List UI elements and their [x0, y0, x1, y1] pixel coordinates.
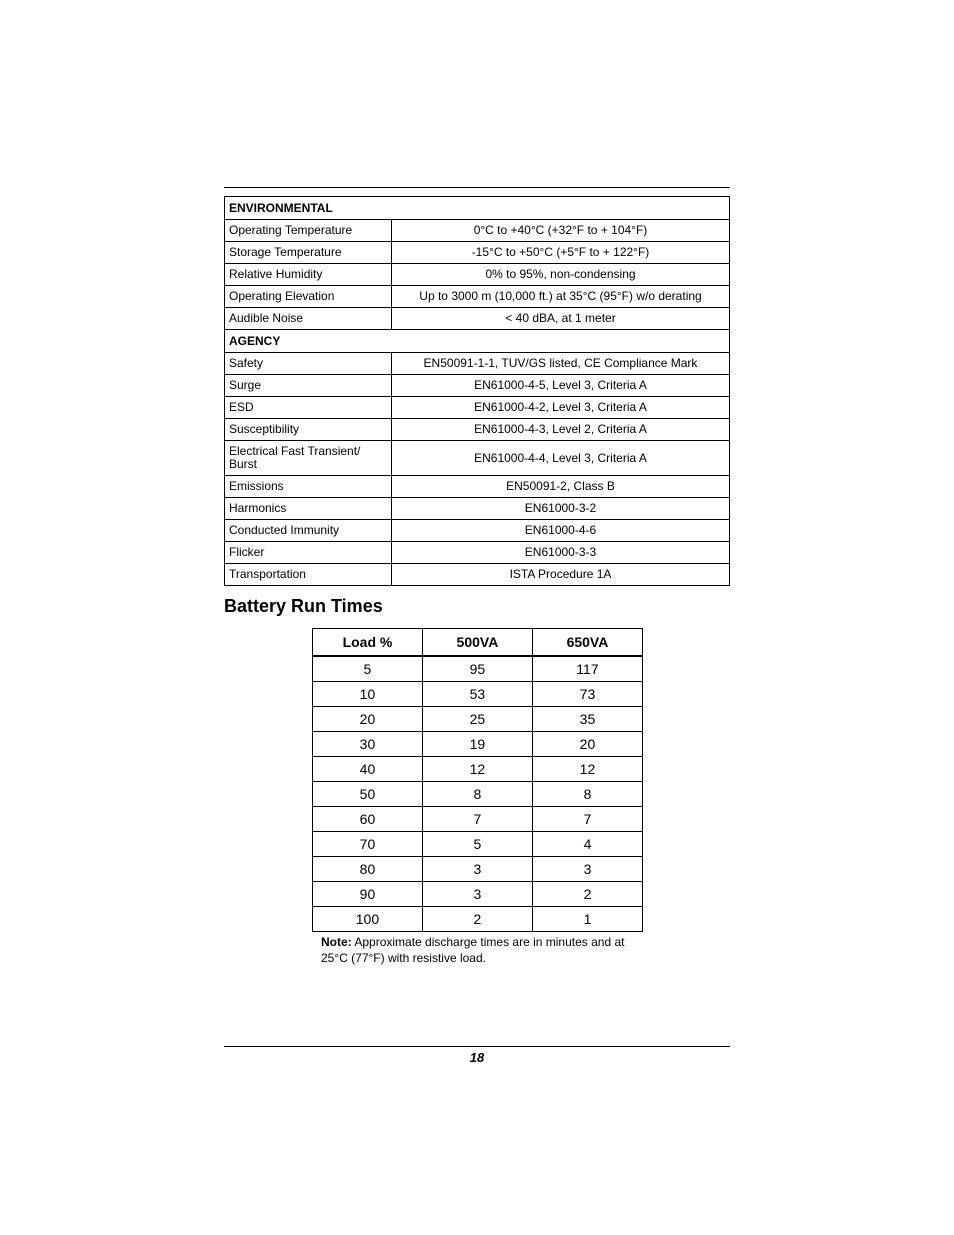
load-cell: 20	[313, 707, 423, 732]
spec-value: EN61000-3-2	[392, 498, 730, 520]
column-header-650va: 650VA	[532, 629, 642, 657]
spec-value: -15°C to +50°C (+5°F to + 122°F)	[392, 242, 730, 264]
spec-label: Emissions	[225, 476, 392, 498]
spec-label: Transportation	[225, 564, 392, 586]
agency-heading: AGENCY	[225, 330, 730, 353]
note-label: Note:	[321, 935, 352, 949]
table-row	[313, 656, 643, 682]
table-row	[313, 807, 643, 832]
page-number: 18	[469, 1050, 485, 1065]
spec-value: 0°C to +40°C (+32°F to + 104°F)	[392, 220, 730, 242]
table-row	[313, 732, 643, 757]
battery-run-times-title: Battery Run Times	[224, 596, 383, 616]
table-row	[313, 782, 643, 807]
spec-label: Flicker	[225, 542, 392, 564]
table-row	[313, 882, 643, 907]
bottom-rule	[224, 1046, 730, 1047]
spec-value: EN61000-4-5, Level 3, Criteria A	[392, 375, 730, 397]
spec-label: Operating Elevation	[225, 286, 392, 308]
load-cell: 5	[313, 656, 423, 682]
650va-cell: 4	[532, 832, 642, 857]
load-cell: 100	[313, 907, 423, 932]
load-cell: 80	[313, 857, 423, 882]
load-cell: 30	[313, 732, 423, 757]
spec-label: Operating Temperature	[225, 220, 392, 242]
500va-cell: 53	[422, 682, 532, 707]
500va-cell: 3	[422, 857, 532, 882]
spec-label: Conducted Immunity	[225, 520, 392, 542]
500va-cell: 5	[422, 832, 532, 857]
650va-cell: 1	[532, 907, 642, 932]
spec-row	[225, 564, 730, 586]
spec-row	[225, 220, 730, 242]
spec-row	[225, 308, 730, 330]
spec-value: EN61000-4-2, Level 3, Criteria A	[392, 397, 730, 419]
load-cell: 90	[313, 882, 423, 907]
environmental-heading: ENVIRONMENTAL	[225, 197, 730, 220]
table-row	[313, 707, 643, 732]
650va-cell: 12	[532, 757, 642, 782]
discharge-note	[321, 934, 641, 966]
spec-row	[225, 264, 730, 286]
spec-value: EN50091-1-1, TUV/GS listed, CE Compliance Mark	[392, 353, 730, 375]
spec-label: Storage Temperature	[225, 242, 392, 264]
spec-row	[225, 397, 730, 419]
spec-value: EN61000-4-3, Level 2, Criteria A	[392, 419, 730, 441]
spec-label: Electrical Fast Transient/ Burst	[225, 441, 392, 476]
500va-cell: 19	[422, 732, 532, 757]
500va-cell: 7	[422, 807, 532, 832]
spec-label: Susceptibility	[225, 419, 392, 441]
column-header-load: Load %	[313, 629, 423, 657]
500va-cell: 95	[422, 656, 532, 682]
650va-cell: 2	[532, 882, 642, 907]
spec-row	[225, 242, 730, 264]
500va-cell: 2	[422, 907, 532, 932]
top-rule	[224, 187, 730, 188]
table-row	[313, 682, 643, 707]
note-text: Approximate discharge times are in minutes and at 25°C (77°F) with resistive load.	[321, 935, 625, 965]
load-cell: 40	[313, 757, 423, 782]
spec-label: Safety	[225, 353, 392, 375]
650va-cell: 7	[532, 807, 642, 832]
spec-value: EN61000-4-6	[392, 520, 730, 542]
650va-cell: 73	[532, 682, 642, 707]
650va-cell: 117	[532, 656, 642, 682]
spec-value: 0% to 95%, non-condensing	[392, 264, 730, 286]
specifications-table	[224, 196, 730, 586]
table-header-row	[313, 629, 643, 657]
650va-cell: 8	[532, 782, 642, 807]
load-cell: 60	[313, 807, 423, 832]
spec-value: EN61000-4-4, Level 3, Criteria A	[392, 441, 730, 476]
spec-row	[225, 419, 730, 441]
table-row	[313, 832, 643, 857]
spec-label: Surge	[225, 375, 392, 397]
table-row	[313, 907, 643, 932]
column-header-500va: 500VA	[422, 629, 532, 657]
500va-cell: 8	[422, 782, 532, 807]
spec-label: Relative Humidity	[225, 264, 392, 286]
spec-value: EN50091-2, Class B	[392, 476, 730, 498]
500va-cell: 12	[422, 757, 532, 782]
spec-row	[225, 520, 730, 542]
spec-label: ESD	[225, 397, 392, 419]
spec-value: < 40 dBA, at 1 meter	[392, 308, 730, 330]
load-cell: 50	[313, 782, 423, 807]
spec-value: ISTA Procedure 1A	[392, 564, 730, 586]
spec-row	[225, 476, 730, 498]
500va-cell: 3	[422, 882, 532, 907]
spec-row	[225, 498, 730, 520]
650va-cell: 35	[532, 707, 642, 732]
agency-section-row	[225, 330, 730, 353]
spec-value: EN61000-3-3	[392, 542, 730, 564]
spec-row	[225, 353, 730, 375]
650va-cell: 20	[532, 732, 642, 757]
spec-row	[225, 286, 730, 308]
load-cell: 70	[313, 832, 423, 857]
500va-cell: 25	[422, 707, 532, 732]
spec-row	[225, 441, 730, 476]
spec-label: Harmonics	[225, 498, 392, 520]
environmental-section-row	[225, 197, 730, 220]
table-row	[313, 757, 643, 782]
table-row	[313, 857, 643, 882]
spec-value: Up to 3000 m (10,000 ft.) at 35°C (95°F) w/o derating	[392, 286, 730, 308]
load-cell: 10	[313, 682, 423, 707]
spec-row	[225, 542, 730, 564]
650va-cell: 3	[532, 857, 642, 882]
spec-label: Audible Noise	[225, 308, 392, 330]
spec-row	[225, 375, 730, 397]
battery-run-times-table	[312, 628, 643, 932]
